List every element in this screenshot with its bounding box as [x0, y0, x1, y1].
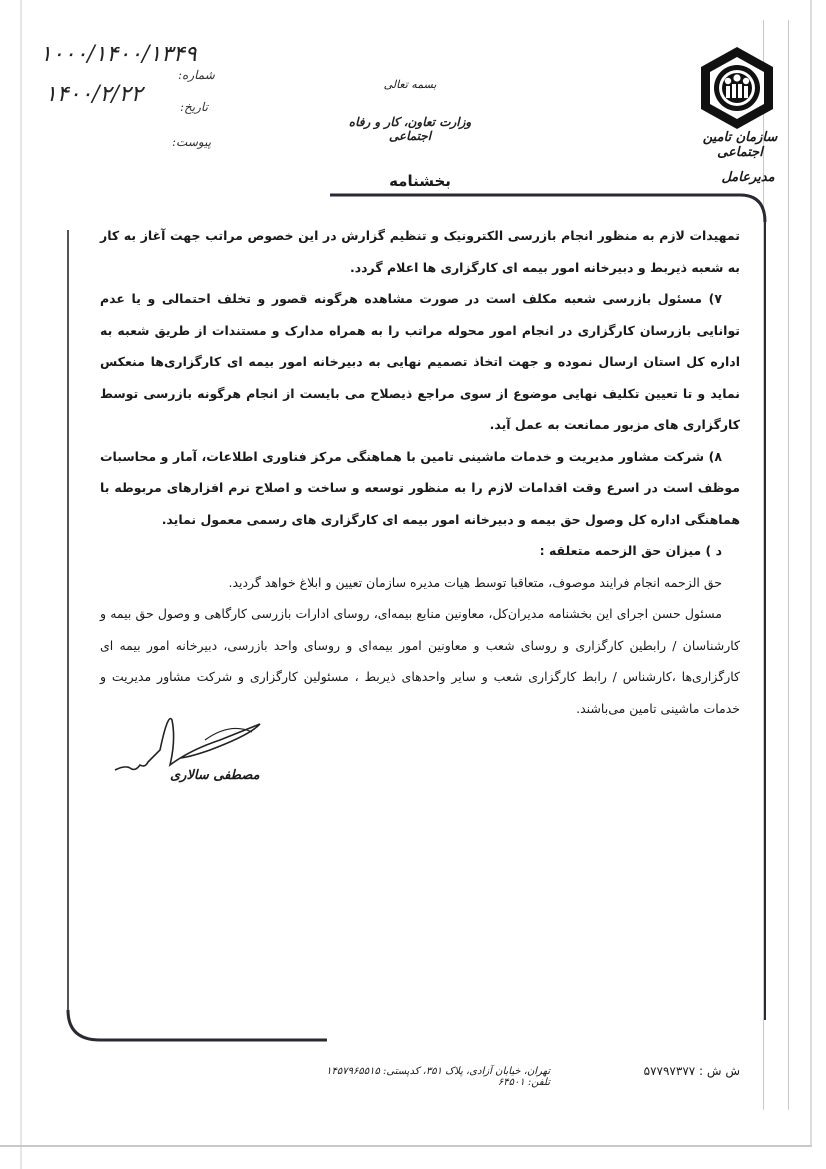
- letter-date-label: تاریخ:: [180, 100, 208, 114]
- letter-number-label: شماره:: [178, 68, 215, 82]
- attachment-label: پیوست:: [172, 135, 212, 149]
- section-d-text: حق الزحمه انجام فرایند موصوف، متعاقبا توسط هیات مدیره سازمان تعیین و ابلاغ خواهد گردید.: [228, 574, 722, 590]
- letter-number-value: ۱۰۰۰/۱۴۰۰/۱۳۴۹: [40, 42, 197, 67]
- invocation: بسمه تعالی: [383, 78, 437, 91]
- footer-code-value: ۵۷۷۹۷۳۷۷: [643, 1064, 696, 1078]
- department-name: مدیرعامل: [721, 170, 775, 185]
- responsibility-paragraph: مسئول حسن اجرای این بخشنامه مدیران‌کل، معاونین منابع بیمه‌ای، روسای ادارات بازرسی کارگاهی و وصول حق بیمه و کارشناسان / رابطین کارگزاری و روسای شعب و معاونین امور بیمه‌ای و روسای واحد بازرسی، دبیرخانه امور بیمه ای کارگزاری‌ها ،کارشناس / رابط کارگزاری شعب و سایر واحدهای ذیربط ، مسئولین کارگزاری و شرکت مشاور مدیریت و خدمات ماشینی تامین می‌باشند.: [100, 606, 740, 716]
- section-d-heading: د ) میزان حق الزحمه متعلقه :: [539, 543, 722, 558]
- handwritten-signature: [110, 710, 270, 800]
- letter-date-value: ۱۴۰۰/۲/۲۲: [45, 82, 143, 107]
- document-body: [100, 220, 740, 724]
- item-7-paragraph: ۷) مسئول بازرسی شعبه مکلف است در صورت مشاهده هرگونه قصور و تخلف احتمالی و یا عدم توانایی بازرسان کارگزاری در انجام امور محوله مراتب را به همراه مدارک و مستندات از طریق شعبه به اداره کل استان ارسال نموده و جهت اتخاذ تصمیم نهایی به دبیرخانه امور بیمه ای کارگزاری‌ها منعکس نماید و تا تعیین تکلیف نهایی موضوع از سوی مراجع ذیصلاح می بایست از انجام هرگونه بازرسی توسط کارگزاری های مزبور ممانعت به عمل آید.: [100, 291, 740, 432]
- document-title: بخشنامه: [389, 172, 451, 190]
- footer-address: تهران، خیابان آزادی، پلاک ۳۵۱، کدپستی: ۱۴۵۷۹۶۵۵۱۵ تلفن: ۶۴۵۰۱: [326, 1066, 550, 1088]
- footer-code: [640, 1064, 740, 1078]
- footer-code-label: ش ش :: [699, 1064, 740, 1078]
- ministry-name: وزارت تعاون، کار و رفاه اجتماعی: [348, 115, 472, 143]
- intro-paragraph: تمهیدات لازم به منظور انجام بازرسی الکترونیک و تنظیم گزارش در این خصوص مراتب جهت آغاز به کار به شعبه ذیربط و دبیرخانه امور بیمه ای کارگزاری ها اعلام گردد.: [100, 228, 740, 275]
- organization-name: سازمان تامین اجتماعی: [702, 130, 778, 160]
- signer-name: مصطفی سالاری: [170, 768, 260, 783]
- item-8-paragraph: ۸) شرکت مشاور مدیریت و خدمات ماشینی تامین با هماهنگی مرکز فناوری اطلاعات، آمار و محاسبات موظف است در اسرع وقت اقدامات لازم را به منظور توسعه و ساخت و اصلاح نرم افزارهای مربوطه با هماهنگی اداره کل وصول حق بیمه و دبیرخانه امور بیمه ای کارگزاری های رسمی معمول نماید.: [100, 448, 740, 527]
